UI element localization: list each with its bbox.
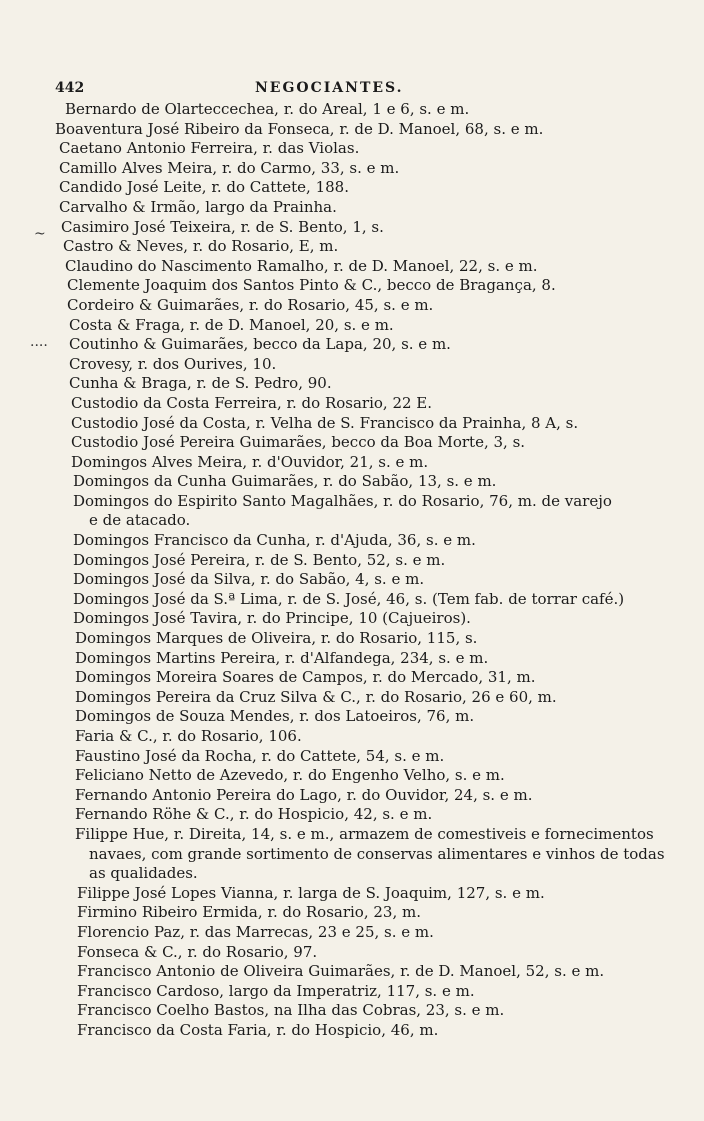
directory-entry: Boaventura José Ribeiro da Fonseca, r. de D. Manoel, 68, s. e m.	[55, 119, 544, 138]
directory-entry: Domingos Pereira da Cruz Silva & C., r. do Rosario, 26 e 60, m.	[75, 687, 557, 706]
directory-entry: Cordeiro & Guimarães, r. do Rosario, 45, s. e m.	[67, 295, 434, 314]
directory-entry: Crovesy, r. dos Ourives, 10.	[69, 354, 277, 373]
directory-entry: Domingos José da Silva, r. do Sabão, 4, s. e m.	[73, 570, 425, 589]
directory-entry: Francisco Cardoso, largo da Imperatriz, 117, s. e m.	[77, 981, 475, 1000]
directory-entry: Domingos Alves Meira, r. d'Ouvidor, 21, s. e m.	[71, 452, 429, 471]
directory-entry: Domingos Martins Pereira, r. d'Alfandega, 234, s. e m.	[75, 648, 489, 667]
directory-entry: Domingos José Tavira, r. do Principe, 10 (Cajueiros).	[73, 609, 471, 628]
directory-entry: Custodio José da Costa, r. Velha de S. Francisco da Prainha, 8 A, s.	[71, 413, 579, 432]
directory-entry: Custodio da Costa Ferreira, r. do Rosario, 22 E.	[71, 393, 433, 412]
directory-entry: Castro & Neves, r. do Rosario, E, m.	[63, 237, 339, 256]
directory-entry: Domingos da Cunha Guimarães, r. do Sabão, 13, s. e m.	[73, 472, 497, 491]
directory-entry: Francisco Antonio de Oliveira Guimarães, r. de D. Manoel, 52, s. e m.	[77, 962, 605, 981]
running-head: NEGOCIANTES.	[255, 80, 404, 96]
directory-entry: Faria & C., r. do Rosario, 106.	[75, 727, 302, 745]
margin-mark: ~	[34, 226, 46, 242]
directory-entry: Casimiro José Teixeira, r. de S. Bento, 1, s.	[61, 217, 384, 236]
directory-entry: e de atacado.	[89, 511, 191, 530]
directory-entry: Camillo Alves Meira, r. do Carmo, 33, s. e m.	[59, 158, 400, 177]
directory-entry: Clemente Joaquim dos Santos Pinto & C., becco de Bragança, 8.	[67, 276, 556, 295]
directory-entry: Feliciano Netto de Azevedo, r. do Engenho Velho, s. e m.	[75, 766, 505, 785]
directory-entry: Domingos José da S.ª Lima, r. de S. José, 46, s. (Tem fab. de torrar café.)	[73, 589, 625, 608]
directory-entry: Fernando Antonio Pereira do Lago, r. do Ouvidor, 24, s. e m.	[75, 785, 533, 804]
directory-entry: Claudino do Nascimento Ramalho, r. de D. Manoel, 22, s. e m.	[65, 256, 538, 275]
directory-entry: Florencio Paz, r. das Marrecas, 23 e 25, s. e m.	[77, 922, 434, 941]
directory-entry: Filippe José Lopes Vianna, r. larga de S. Joaquim, 127, s. e m.	[77, 883, 545, 902]
page-header	[55, 80, 664, 102]
directory-entry: Domingos de Souza Mendes, r. dos Latoeiros, 76, m.	[75, 707, 475, 726]
directory-entry: Domingos do Espirito Santo Magalhães, r. do Rosario, 76, m. de varejo	[73, 491, 612, 510]
directory-entry: Domingos Marques de Oliveira, r. do Rosario, 115, s.	[75, 629, 478, 648]
directory-entry: Costa & Fraga, r. de D. Manoel, 20, s. e m.	[69, 315, 394, 334]
directory-entry: Candido José Leite, r. do Cattete, 188.	[59, 178, 349, 197]
directory-entry: Caetano Antonio Ferreira, r. das Violas.	[59, 139, 360, 158]
directory-entry: Firmino Ribeiro Ermida, r. do Rosario, 23, m.	[77, 903, 421, 922]
directory-entry: Domingos Francisco da Cunha, r. d'Ajuda, 36, s. e m.	[73, 531, 476, 550]
directory-entry: Francisco Coelho Bastos, na Ilha das Cobras, 23, s. e m.	[77, 1001, 505, 1020]
directory-entry: Cunha & Braga, r. de S. Pedro, 90.	[69, 374, 332, 393]
page-number: 442	[55, 80, 85, 96]
directory-entry: Custodio José Pereira Guimarães, becco da Boa Morte, 3, s.	[71, 433, 526, 452]
directory-entry: Faustino José da Rocha, r. do Cattete, 54, s. e m.	[75, 746, 445, 765]
directory-entry: Fernando Röhe & C., r. do Hospicio, 42, s. e m.	[75, 805, 433, 824]
margin-mark: ....	[30, 334, 48, 350]
directory-entry: Coutinho & Guimarães, becco da Lapa, 20, s. e m.	[69, 335, 451, 354]
directory-entry: Fonseca & C., r. do Rosario, 97.	[77, 942, 318, 961]
directory-entry: Domingos Moreira Soares de Campos, r. do Mercado, 31, m.	[75, 668, 536, 687]
entry-list	[55, 100, 665, 1041]
directory-entry: Francisco da Costa Faria, r. do Hospicio, 46, m.	[77, 1020, 439, 1039]
directory-entry: Domingos José Pereira, r. de S. Bento, 52, s. e m.	[73, 550, 446, 569]
directory-entry: Filippe Hue, r. Direita, 14, s. e m., armazem de comestiveis e fornecimentos navaes, com grande sortimento de conservas alimentares e vinhos de todas as qualidades.	[75, 824, 665, 883]
directory-entry: Bernardo de Olarteccechea, r. do Areal, 1 e 6, s. e m.	[65, 100, 470, 118]
directory-entry: Carvalho & Irmão, largo da Prainha.	[59, 197, 337, 216]
